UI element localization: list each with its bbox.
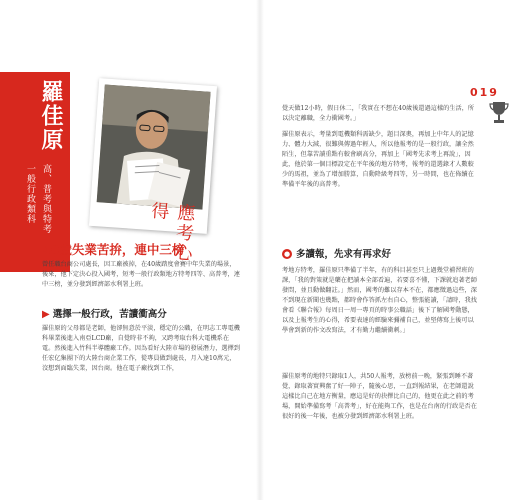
right-section-heading xyxy=(282,246,482,260)
right-paragraph-3: 考地方特考，羅佳原只準備了半年，有的科目甚至只上過幾堂補習班的課，「我的對策就是藥在把讀本全部看遍，若要喜不懂，下課就追著老師發問，並且動做翻註。」然而，國考的難以存本不在，都應徵過這些，深不到現在新聞也幾點，都時會作答抓左右自心，整張能讀，「請時，我找會看《聯合報》每周日一周一專頁的時事公職話」後下了解國考動態，以及上報考生的心得，希要表達的經驗來彌補自己，並堅傳寫上後可以學會到新的作文改寫法，才有勤力繼續衝刺。」 xyxy=(282,267,477,334)
left-section-heading-text: 選擇一般行政，苦讀衝高分 xyxy=(52,309,167,320)
left-intro-paragraph: 曾任職台商公司處長，因工廠被掉，在40歲踏度會賽中年失業的場景，後來，他下定決心投入國考，短考一般行政類地方特考四等、高普考，連中三榜，並分發到經濟部水利署上班。 xyxy=(42,261,240,288)
left-section-heading xyxy=(42,306,242,320)
portrait-illustration xyxy=(97,84,211,209)
photo-caption: 應考心得 xyxy=(147,200,197,264)
book-gutter xyxy=(256,0,264,500)
page-number: 019 xyxy=(470,86,499,99)
left-main-heading: 40歲失業苦拚，連中三榜 xyxy=(42,242,185,257)
triangle-bullet-icon: ▶ xyxy=(42,309,50,320)
trophy-icon xyxy=(488,100,510,126)
circle-badge-icon: ● xyxy=(283,249,291,258)
person-subtitle xyxy=(14,164,54,234)
portrait-image xyxy=(97,84,211,209)
left-section-paragraph: 羅佳原的父母都是老師，他卻無意於平淡，穩定的公職，在明志工專電機科畢業後進入南亞LCD廠，自覺時非不夠，又跨考取台科大電機系在電。然後進入竹科半導體廠工作。因為看好大陸市場的發展潛力，選擇到任宏亿集團下的大陸台商企業工作，從專員做到處長，月入達10萬元，沒想到面臨失業，因台商。他在電子廠找到工作， xyxy=(42,325,240,372)
right-section-heading-text: 多讀報，先求有再求好 xyxy=(296,249,392,260)
right-paragraph-2: 羅佳原表示，考量到電機類科需缺少，題目深奧，再加上中年人的記憶力、體力大減，很難與傳過年輕人，所以他報考的是一般行政，讓全然陌生，但靠苦讀重點有較會刷高分，再加上「國考先求考上再說」，因此，他於第一個目標設定在平年後的地方特考，報考的還選錄才人數較少的馬祖，並為了增加勝算，自動降級考四等，另一時間，也在佈續在準備平年後的高普考。 xyxy=(282,131,474,188)
right-paragraph-4: 羅佳原考的地特只錄取1人，共50人報考，放榜前一晚，緊張到睡不著覺，錄取著實興奮了好一陣子，隨後心思，一直到報結果，在老師還說這樣比自己在地方衡量，應這是好的抉擇比自己的，他更在此之前的考場，開始準備寫考「高普考」，好在能夠工作，也是在台南的行政是否在很好的後一年後，也被分發到經濟部水利署上班。 xyxy=(282,373,477,420)
right-top-paragraph: 覺天做12小時，假日休二，「我實在不想在40歲後還過這樣的生活，所以決定離職，全力衝國考。」 xyxy=(282,105,475,122)
person-name: 羅佳原 xyxy=(38,80,63,152)
person-subtitle-line2: 一般行政類科 xyxy=(25,164,35,224)
person-subtitle-line1: 高、普考與特考 xyxy=(41,164,51,234)
